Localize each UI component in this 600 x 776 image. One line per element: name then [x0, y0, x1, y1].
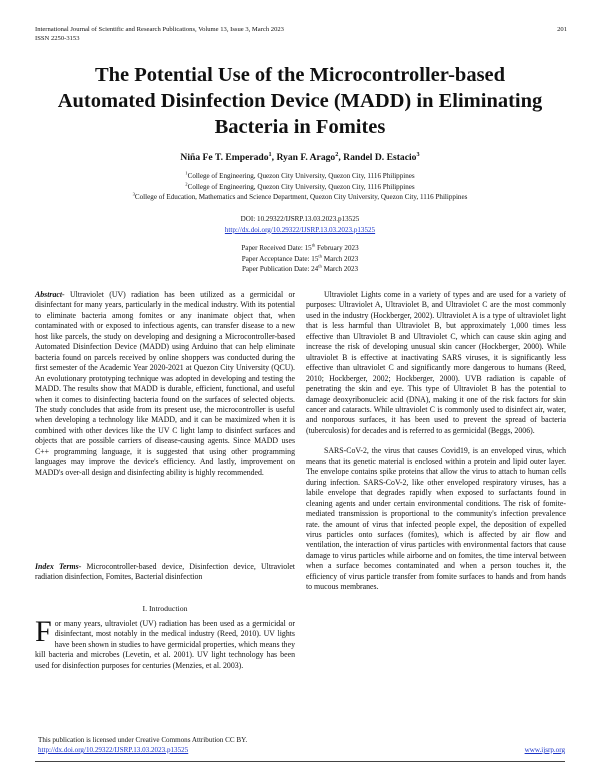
- doi-label: DOI: 10.29322/IJSRP.13.03.2023.p13525: [240, 215, 360, 223]
- index-terms-text: - Microcontroller-based device, Disinfection device, Ultraviolet radiation disinfection, Fomites, Bacterial disinfection: [35, 562, 295, 582]
- abstract-label: Abstract-: [35, 290, 65, 299]
- received-date: Paper Received Date: 15th February 2023: [241, 242, 359, 252]
- introduction-paragraph: [35, 615, 295, 671]
- publication-date: Paper Publication Date: 24th March 2023: [241, 263, 359, 273]
- paper-title: [20, 62, 580, 140]
- doi-link[interactable]: http://dx.doi.org/10.29322/IJSRP.13.03.2023.p13525: [224, 225, 376, 234]
- author-1: Niña Fe T. Emperado: [180, 152, 269, 163]
- title-line-3: Bacteria in Fomites: [214, 116, 386, 138]
- left-column: [35, 290, 295, 478]
- index-terms-label: Index Terms: [35, 562, 79, 571]
- affiliations: [20, 171, 580, 203]
- author-3-affiliation-mark: 3: [416, 150, 420, 158]
- title-line-2: Automated Disinfection Device (MADD) in Eliminating: [57, 90, 543, 112]
- acceptance-date: Paper Acceptance Date: 15th March 2023: [241, 253, 359, 263]
- journal-website-link[interactable]: www.ijsrp.org: [524, 746, 565, 754]
- affiliation-2: $^2$College of Engineering, Quezon City University, Quezon City, 1116 Philippines: [185, 181, 415, 191]
- right-column: [306, 290, 566, 593]
- affiliation-3: $^3$College of Education, Mathematics and Science Department, Quezon City University, Quezon City, 1116 Philippines: [132, 191, 468, 201]
- author-list: Niña Fe T. Emperado$^1$, Ryan F. Arago$^2$, Randel D. Estacio$^3$: [180, 150, 420, 163]
- page-number: 201: [557, 26, 567, 33]
- journal-header: International Journal of Scientific and Research Publications, Volume 13, Issue 3, March 2023: [35, 26, 284, 33]
- introduction-text: or many years, ultraviolet (UV) radiation has been used as a germicidal or disinfectant, most notably in the medical industry (Reed, 2010). UV lights have been shown in studies to have germicidal properties, which means they kill bacteria and microbes (Levetin, et al. 2001). UV light technology has been used for disinfection purposes for centuries (Menzies, et al. 2003).: [35, 619, 295, 670]
- uv-types-paragraph: Ultraviolet Lights come in a variety of types and are used for a variety of purposes: Ultraviolet A, Ultraviolet B, and Ultraviolet C are the most commonly used in the industry (Hockberger, 2002). Ultraviolet A is a type of ultraviolet light that is less harmful than Ultraviolet B, but approximately 1,000 times less effective than Ultraviolet B and Ultraviolet C, which can cause skin aging and increase the risk of developing unusual skin cancer (Hockberger, 2000). While ultraviolet B is effective at inactivating SARS viruses, it is significantly less effective than ultraviolet C and significantly more dangerous to humans (Reed, 2010; Hockberger, 2002; Hockberger, 2000). UVB radiation is capable of penetrating the skin and eye. This type of Ultraviolet B has the potential to damage deoxyribonucleic acid (DNA), making it one of the risk factors for skin cancer and cataracts. While ultraviolet C is commonly used to disinfect air, water, and nonporous surfaces, it has been used to prevent the spread of bacteria (tuberculosis) for decades and is referred to as germicidal (Beggs, 2006).: [306, 290, 566, 435]
- index-terms: [35, 562, 295, 583]
- doi-block: [20, 214, 580, 235]
- license-notice: This publication is licensed under Creative Commons Attribution CC BY.: [38, 736, 248, 744]
- section-heading-introduction: I. Introduction: [142, 604, 188, 613]
- drop-cap: F: [35, 615, 52, 648]
- footer-divider: [35, 761, 565, 762]
- issn: ISSN 2250-3153: [35, 35, 80, 42]
- abstract-text: Ultraviolet (UV) radiation has been utilized as a germicidal or disinfectant for many years, particularly in the medical industry. With its potential to eliminate bacteria among fomites or any inanimate object that, when contaminated with or exposed to infectious agents, can transfer disease to a new host like parcels, the study on developing and designing a Microcontroller-based Automated Disinfection Device (MADD) using Arduino that can help eliminate bacteria found on parcels received by online shoppers was conducted during the first semester of the Academic Year 2020-2021 at Quezon City University (QCU). An evolutionary prototyping technique was adopted in developing and testing the MADD. The results show that MADD is durable, efficient, functional, and useful when it comes to disinfecting bacteria found on the surfaces of selected objects. The study concludes that aside from its present use, the microcontroller is useful when developing a technology like MADD, and it can be maximized when it is combined with other devices like the UV C light lamp to disinfect surfaces and objects that are possible carriers of disease-causing agents. Since MADD uses C++ programming language, it is suggested that using other programming languages may improve the device's efficiency. And lastly, improvement on MADD's over-all design and disinfecting ability is highly recommended.: [35, 290, 295, 477]
- author-2: Ryan F. Arago: [276, 152, 336, 163]
- affiliation-1: $^1$College of Engineering, Quezon City University, Quezon City, 1116 Philippines: [185, 170, 415, 180]
- author-3: Randel D. Estacio: [343, 152, 417, 163]
- title-line-1: The Potential Use of the Microcontroller-based: [94, 64, 506, 86]
- footer-doi-link[interactable]: http://dx.doi.org/10.29322/IJSRP.13.03.2023.p13525: [38, 746, 189, 754]
- author-1-affiliation-mark: 1: [268, 150, 272, 158]
- author-2-affiliation-mark: 2: [335, 150, 339, 158]
- sars-cov-2-paragraph: SARS-CoV-2, the virus that causes Covid19, is an enveloped virus, which means that its genetic material is enclosed within a protein and lipid outer layer. The envelope contains spike proteins that allow the virus to attach to human cells during infection. SARS-CoV-2, like other enveloped respiratory viruses, has a labile envelope that degrades rapidly when exposed to surfactants found in cleaning agents and under certain environmental conditions. The risk of fomite-mediated transmission is proportional to the community's infection prevalence rate. the amount of virus that infected people expel, the deposition of expelled virus particles onto surfaces (fomites), which is affected by air flow and ventilation, the interaction of virus particles with environmental factors that cause damage to virus particles while airborne and on fomites, the time interval between when a surface becomes contaminated and when a person touches it, the efficiency of virus particle transfer from fomite surfaces to hands and from hands to mucous membranes.: [306, 446, 566, 592]
- abstract: [35, 290, 295, 478]
- paper-dates: [20, 243, 580, 275]
